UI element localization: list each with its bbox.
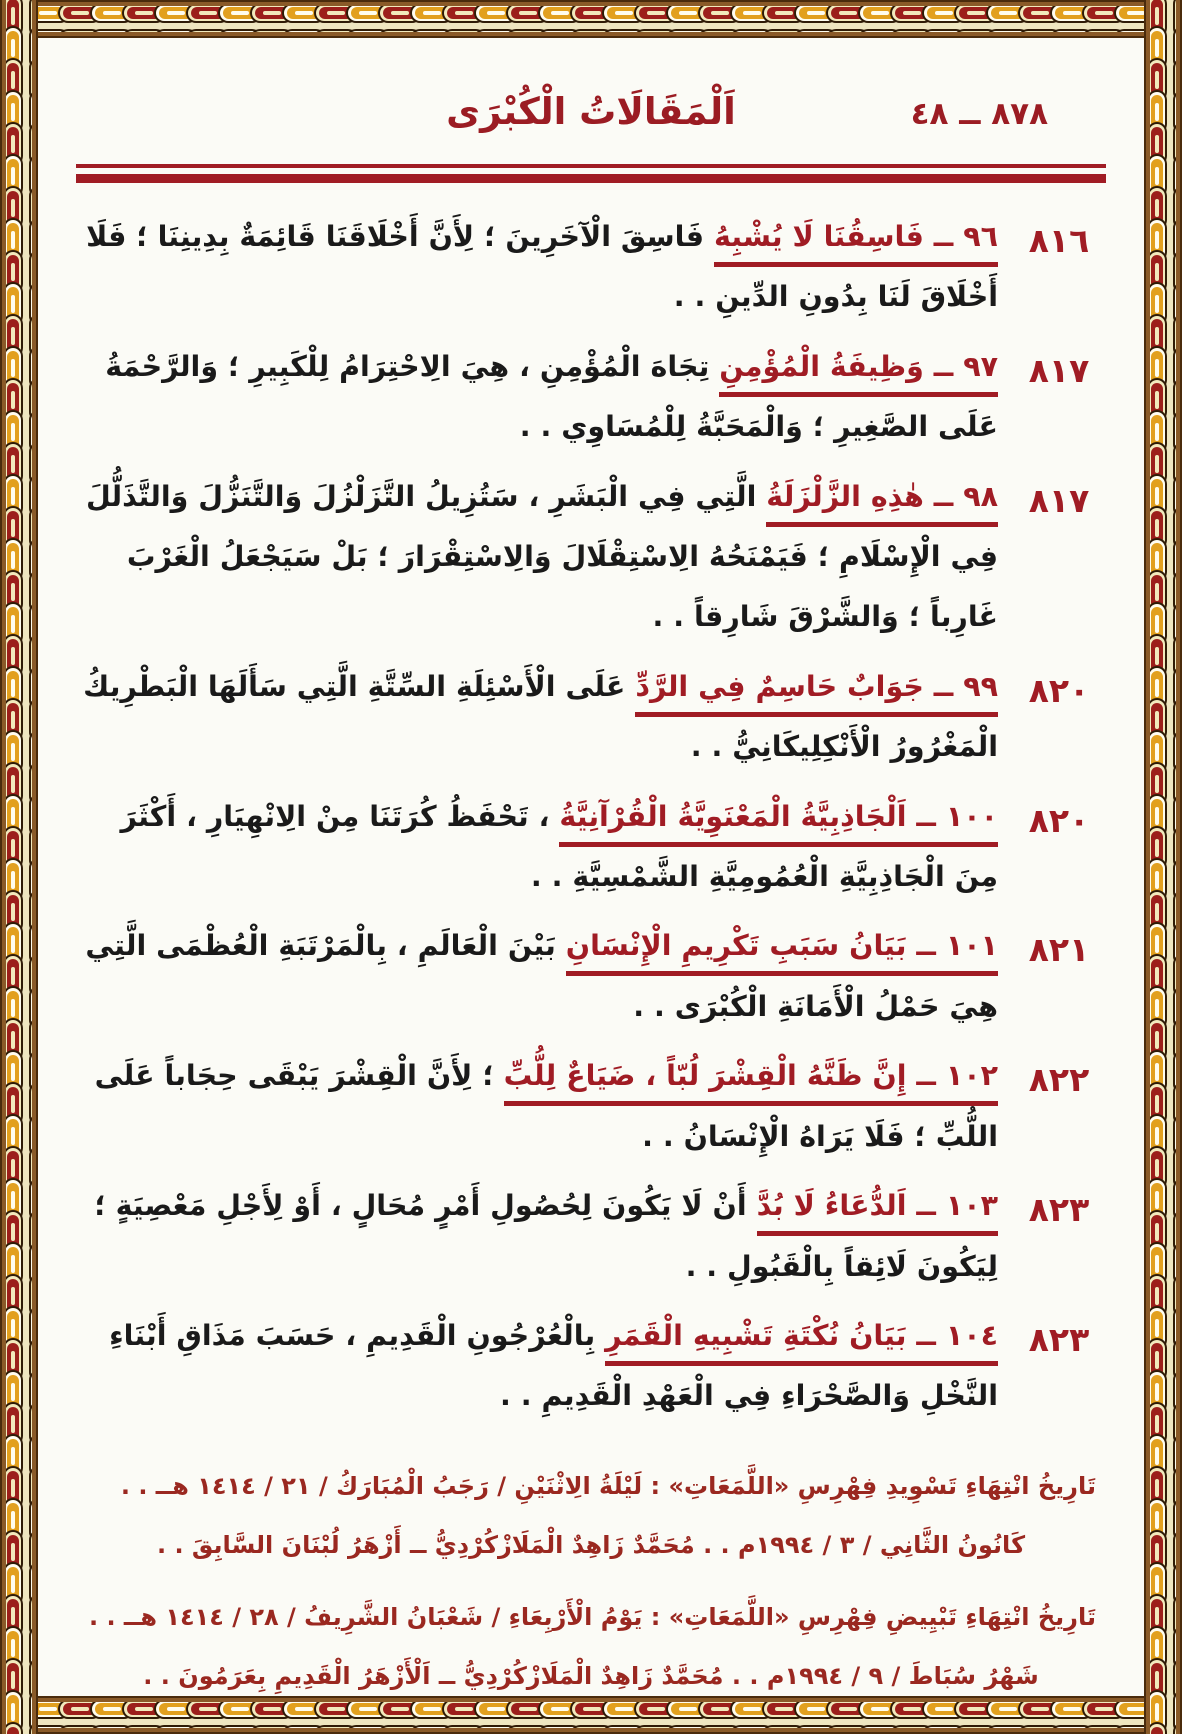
colophon [76,1457,1106,1706]
index-entry [76,916,1106,1037]
entry-text [76,787,998,908]
ornamental-border-top [0,0,1182,38]
entry-title-underlined: ١٠٢ ــ إِنَّ ظَنَّهُ الْقِشْرَ لُبّاً ، ضَيَاعٌ لِلُّبِّ [504,1059,998,1106]
entry-description: عَلَى الْأَسْئِلَةِ السِّتَّةِ الَّتِي سَأَلَهَا الْبَطْرِيكُ الْمَغْرُورُ الْأَنْكِلِيكَانِيُّ . . [83,669,998,764]
entry-page-number: ٨٢١ [1028,930,1090,970]
entry-text [76,1306,998,1427]
entry-title-underlined: ١٠٤ ــ بَيَانُ نُكْتَةِ تَشْبِيهِ الْقَمَرِ [605,1319,998,1366]
colophon-line: كَانُونُ الثَّانِي / ٣ / ١٩٩٤م . . مُحَمَّدٌ زَاهِدٌ الْمَلَازْكُرْدِيُّ ــ أَزْهَرُ لُبْنَانَ السَّابِقَ . . [156,1530,1026,1559]
entry-page-number: ٨٢٢ [1028,1060,1090,1100]
entry-title-underlined: ١٠٣ ــ اَلدُّعَاءُ لَا بُدَّ [757,1189,998,1236]
entry-description: تِجَاهَ الْمُؤْمِنِ ، هِيَ الِاحْتِرَامُ لِلْكَبِيرِ ؛ وَالرَّحْمَةُ عَلَى الصَّغِيرِ ؛ وَالْمَحَبَّةُ لِلْمُسَاوِي . . [105,349,998,444]
entry-description: بَيْنَ الْعَالَمِ ، بِالْمَرْتَبَةِ الْعُظْمَى الَّتِي هِيَ حَمْلُ الْأَمَانَةِ الْكُبْرَى . . [85,929,998,1023]
entry-description: ، تَحْفَظُ كُرَتَنَا مِنْ الِانْهِيَارِ ، أَكْثَرَ مِنَ الْجَاذِبِيَّةِ الْعُمُومِيَّةِ الشَّمْسِيَّةِ . . [120,799,998,894]
entry-title-underlined: ١٠١ ــ بَيَانُ سَبَبِ تَكْرِيمِ الْإِنْسَانِ [566,929,998,976]
entry-title-underlined: ٩٦ ــ فَاسِقُنَا لَا يُشْبِهُ [714,220,998,267]
entry-page-number: ٨١٧ [1028,350,1090,390]
index-entry [76,1046,1106,1167]
book-title: اَلْمَقَالَاتُ الْكُبْرَى [446,90,736,133]
ornamental-border-right [1144,0,1182,1734]
entry-text [76,207,998,328]
index-entry [76,1176,1106,1297]
ornamental-border-left [0,0,38,1734]
entry-text [76,1046,998,1167]
page-header [76,90,1106,152]
page-range-number: ٨٧٨ ــ ٤٨ [910,96,1048,132]
entry-page-number: ٨٢٠ [1028,670,1090,710]
entry-page-number: ٨١٧ [1028,480,1090,520]
index-entry [76,657,1106,778]
index-entry [76,207,1106,328]
colophon-line: تَارِيخُ انْتِهَاءِ تَبْيِيضِ فِهْرِسِ «اللَّمَعَاتِ» : يَوْمُ الْأَرْبِعَاءِ / شَعْبَانُ الشَّرِيفُ / ٢٨ / ١٤١٤ هــ . . [88,1603,1096,1632]
entry-description: ؛ لِأَنَّ الْقِشْرَ يَبْقَى حِجَاباً عَلَى اللُّبِّ ؛ فَلَا يَرَاهُ الْإِنْسَانُ . . [94,1059,998,1153]
entry-title-underlined: ١٠٠ ــ اَلْجَاذِبِيَّةُ الْمَعْنَوِيَّةُ الْقُرْآنِيَّةُ [559,800,998,847]
entry-description: بِالْعُرْجُونِ الْقَدِيمِ ، حَسَبَ مَذَاقِ أَبْنَاءِ النَّخْلِ وَالصَّحْرَاءِ فِي الْعَهْدِ الْقَدِيمِ . . [109,1318,998,1413]
entry-description: فَاسِقَ الْآخَرِينَ ؛ لِأَنَّ أَخْلَاقَنَا قَائِمَةٌ بِدِينِنَا ؛ فَلَا أَخْلَاقَ لَنَا بِدُونِ الدِّينِ . . [86,220,998,314]
entry-text [76,657,998,778]
entry-text [76,916,998,1037]
colophon-line: شَهْرُ سُبَاطَ / ٩ / ١٩٩٤م . . مُحَمَّدٌ زَاهِدٌ الْمَلَازْكُرْدِيُّ ــ اَلْأَزْهَرُ الْقَدِيمِ بِعَرَمُونَ . . [143,1662,1039,1691]
entry-page-number: ٨١٦ [1028,221,1090,260]
entry-page-number: ٨٢٣ [1028,1319,1090,1359]
colophon-line: تَارِيخُ انْتِهَاءِ تَسْوِيدِ فِهْرِسِ «اللَّمَعَاتِ» : لَيْلَةُ الِاثْنَيْنِ / رَجَبُ الْمُبَارَكُ / ٢١ / ١٤١٤ هــ . . [120,1471,1096,1500]
header-double-rule [76,164,1106,183]
entry-text [76,337,998,458]
index-entries [76,207,1106,1427]
entry-title-underlined: ٩٨ ــ هٰذِهِ الزَّلْزَلَةُ [766,480,998,527]
entry-text [76,1176,998,1297]
entry-description: أَنْ لَا يَكُونَ لِحُصُولِ أَمْرٍ مُحَالٍ ، أَوْ لِأَجْلِ مَعْصِيَةٍ ؛ لِيَكُونَ لَائِقاً بِالْقَبُولِ . . [94,1189,998,1283]
index-entry [76,787,1106,908]
entry-text [76,467,998,648]
entry-page-number: ٨٢٣ [1028,1190,1090,1230]
entry-description: الَّتِي فِي الْبَشَرِ ، سَتُزِيلُ التَّزَلْزُلَ وَالتَّنَزُّلَ وَالتَّذَلُّلَ فِي الْإِسْلَامِ ؛ فَيَمْنَحُهُ الِاسْتِقْلَالَ وَالِاسْتِقْرَارَ ؛ بَلْ سَيَجْعَلُ الْغَرْبَ غَارِباً ؛ وَالشَّرْقَ شَارِقاً . . [85,479,998,634]
entry-title-underlined: ٩٧ ــ وَظِيفَةُ الْمُؤْمِنِ [719,350,998,397]
entry-title-underlined: ٩٩ ــ جَوَابٌ حَاسِمٌ فِي الرَّدِّ [635,670,998,717]
index-entry [76,467,1106,648]
entry-page-number: ٨٢٠ [1028,800,1090,840]
index-entry [76,337,1106,458]
index-entry [76,1306,1106,1427]
page-content [38,38,1144,1696]
